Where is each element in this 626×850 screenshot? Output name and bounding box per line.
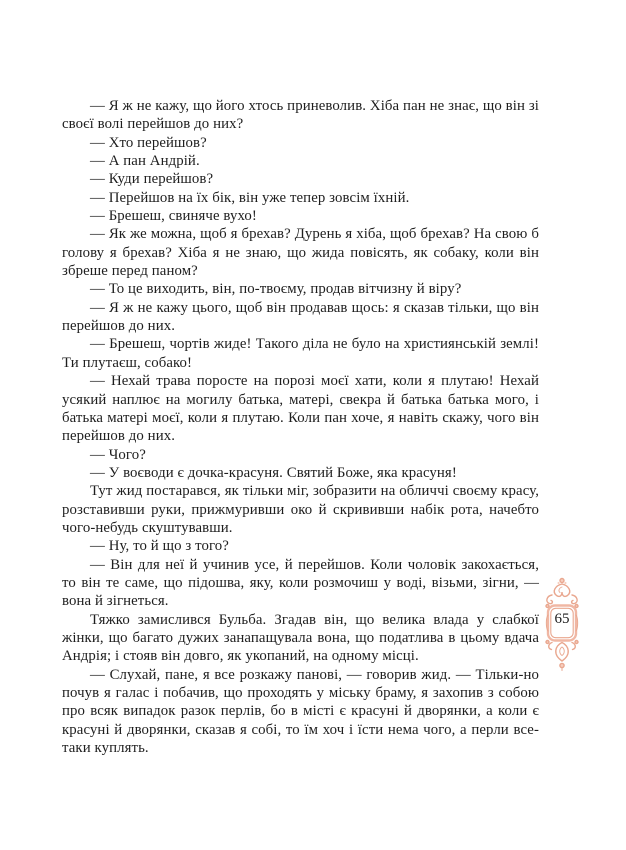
paragraph: — Брешеш, чортів жиде! Такого діла не було на християнській землі! Ти плутаєш, собако! xyxy=(62,336,539,371)
paragraph: — То це виходить, він, по-твоєму, продав вітчизну й віру? xyxy=(90,281,462,298)
paragraph: — Слухай, пане, я все розкажу панові, — говорив жид. — Тільки-но почув я галас і побачив, що проходять у міську браму, я захопив з собою про всяк випадок разок перлів, бо в місті є красуні й дворянки, а коли є красуні й дворянки, сказав я собі, то їм хоч і їсти нема чого, а перли все-таки куплять. xyxy=(62,666,539,757)
paragraph: — Як же можна, щоб я брехав? Дурень я хіба, щоб брехав? На свою б голову я брехав? Хіба я не знаю, що жида повісять, як собаку, коли він збреше перед паном? xyxy=(62,226,539,280)
paragraph: — Ну, то й що з того? xyxy=(90,538,229,555)
paragraph: — Куди перейшов? xyxy=(90,171,214,188)
page-number: 65 xyxy=(554,611,570,627)
paragraph: Тяжко замислився Бульба. Згадав він, що велика влада у слабкої жінки, що багато дужих занапащувала вона, що податлива в цьому вдача Андрія; і стояв він довго, як укопаний, на одному місці. xyxy=(62,611,539,665)
text-block xyxy=(62,97,539,757)
paragraph: Тут жид постарався, як тільки міг, зобразити на обличчі своєму красу, розставивши руки, прижмуривши око й скрививши набік рота, начебто чого-небудь скуштувавши. xyxy=(62,483,539,536)
paragraph: — Я ж не кажу, що його хтось приневолив. Хіба пан не знає, що він зі своєї волі перейшов до них? xyxy=(62,98,539,133)
paragraph: — Хто перейшов? xyxy=(90,134,207,151)
paragraph: — Чого? xyxy=(90,446,146,463)
paragraph: — У воєводи є дочка-красуня. Святий Боже, яка красуня! xyxy=(90,464,457,481)
paragraph: — Брешеш, свиняче вухо! xyxy=(90,208,257,225)
paragraph: — Він для неї й учинив усе, й перейшов. Коли чоловік закохається, то він те саме, що підошва, яку, коли розмочиш у воді, візьми, зігни, — вона й зігнеться. xyxy=(62,556,539,610)
paragraph: — Перейшов на їх бік, він уже тепер зовсім їхній. xyxy=(90,189,410,206)
paragraph: — Нехай трава поросте на порозі моєї хати, коли я плутаю! Нехай усякий наплює на могилу батька, матері, свекра й батька батька мого, і батька матері моєї, коли я плутаю. Коли пан хоче, я навіть скажу, чого він перейшов до них. xyxy=(62,373,539,445)
paragraph: — А пан Андрій. xyxy=(90,153,200,170)
paragraph: — Я ж не кажу цього, щоб він продавав щось: я сказав тільки, що він перейшов до них. xyxy=(62,299,539,335)
page-number-cartouche xyxy=(537,576,587,672)
